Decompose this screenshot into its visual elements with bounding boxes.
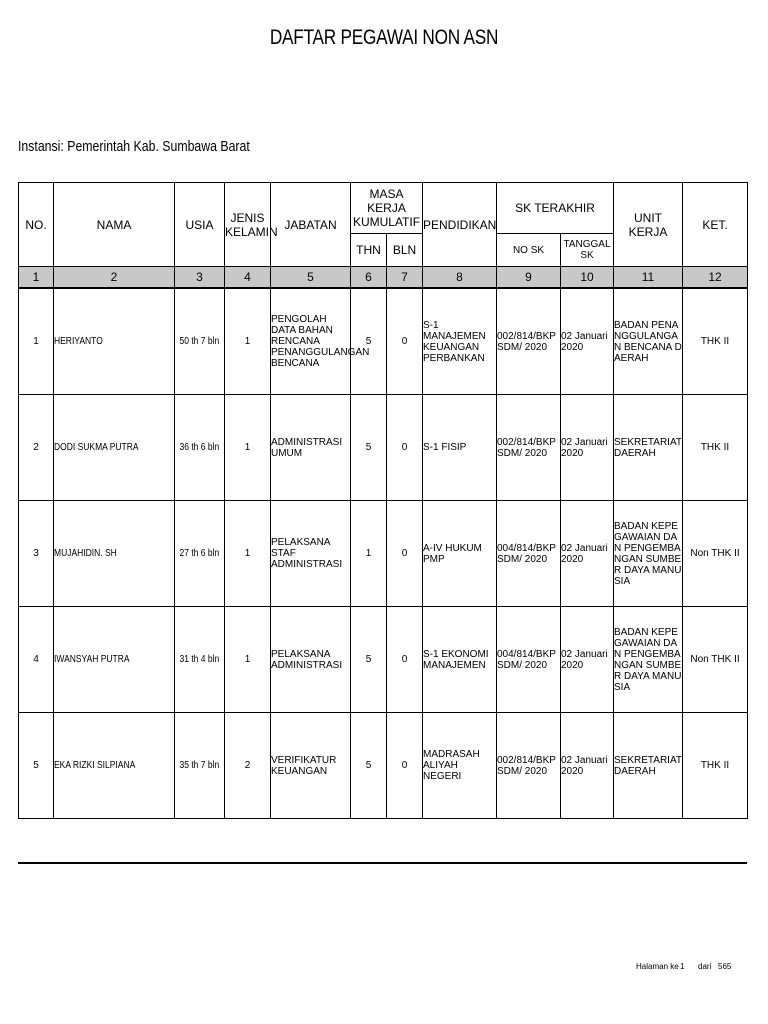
table-row xyxy=(19,501,748,607)
column-number: 8 xyxy=(423,267,497,289)
cell-ket: THK II xyxy=(683,288,748,395)
cell-pendidikan: MADRASAH ALIYAH NEGERI xyxy=(423,713,497,819)
table-row xyxy=(19,607,748,713)
cell-bln: 0 xyxy=(387,713,423,819)
cell-pendidikan: A-IV HUKUM PMP xyxy=(423,501,497,607)
cell-jabatan: VERIFIKATUR KEUANGAN xyxy=(271,713,351,819)
cell-ket: THK II xyxy=(683,395,748,501)
table-row xyxy=(19,395,748,501)
cell-thn: 5 xyxy=(351,395,387,501)
cell-pendidikan: S-1 MANAJEMEN KEUANGAN PERBANKAN xyxy=(423,288,497,395)
cell-no-sk: 002/814/BKPSDM/ 2020 xyxy=(497,713,561,819)
page-title: DAFTAR PEGAWAI NON ASN xyxy=(269,26,499,49)
footer-halaman-label: Halaman ke xyxy=(636,962,679,971)
cell-no: 2 xyxy=(19,395,54,501)
cell-nama: MUJAHIDIN. SH xyxy=(54,548,117,559)
header-bln: BLN xyxy=(387,234,423,267)
table-row xyxy=(19,713,748,819)
bottom-divider xyxy=(18,862,747,864)
header-tanggal-sk: TANGGAL SK xyxy=(561,234,614,267)
cell-nama: EKA RIZKI SILPIANA xyxy=(54,760,136,771)
cell-jabatan: PELAKSANA STAF ADMINISTRASI xyxy=(271,501,351,607)
column-number: 7 xyxy=(387,267,423,289)
cell-jabatan: PELAKSANA ADMINISTRASI xyxy=(271,607,351,713)
employee-table xyxy=(18,182,748,819)
header-nama: NAMA xyxy=(54,183,175,267)
cell-nama: IWANSYAH PUTRA xyxy=(54,654,130,665)
header-no: NO. xyxy=(19,183,54,267)
header-jabatan: JABATAN xyxy=(271,183,351,267)
table-row xyxy=(19,288,748,395)
cell-ket: Non THK II xyxy=(683,501,748,607)
cell-unit-kerja: SEKRETARIAT DAERAH xyxy=(614,713,683,819)
cell-usia: 50 th 7 bln xyxy=(179,336,220,347)
header-jenis-kelamin: JENIS KELAMIN xyxy=(225,183,271,267)
header-no-sk: NO SK xyxy=(497,234,561,267)
column-number: 9 xyxy=(497,267,561,289)
cell-no: 5 xyxy=(19,713,54,819)
cell-unit-kerja: BADAN KEPEGAWAIAN DAN PENGEMBANGAN SUMBER DAYA MANUSIA xyxy=(614,607,683,713)
cell-ket: Non THK II xyxy=(683,607,748,713)
instansi-label: Instansi: xyxy=(18,138,64,155)
cell-usia: 27 th 6 bln xyxy=(179,548,220,559)
column-number: 12 xyxy=(683,267,748,289)
cell-bln: 0 xyxy=(387,607,423,713)
column-number: 3 xyxy=(175,267,225,289)
header-unit-kerja: UNIT KERJA xyxy=(614,183,683,267)
cell-thn: 1 xyxy=(351,501,387,607)
header-sk-terakhir: SK TERAKHIR xyxy=(497,183,614,234)
header-masa-kerja: MASA KERJA KUMULATIF xyxy=(351,183,423,234)
cell-bln: 0 xyxy=(387,395,423,501)
cell-tanggal-sk: 02 Januari 2020 xyxy=(561,713,614,819)
footer-dari-label: dari xyxy=(698,962,712,971)
cell-tanggal-sk: 02 Januari 2020 xyxy=(561,501,614,607)
cell-jenis-kelamin: 1 xyxy=(225,501,271,607)
cell-no-sk: 002/814/BKPSDM/ 2020 xyxy=(497,288,561,395)
column-number: 10 xyxy=(561,267,614,289)
column-number: 5 xyxy=(271,267,351,289)
cell-unit-kerja: BADAN PENANGGULANGAN BENCANA DAERAH xyxy=(614,288,683,395)
cell-usia: 35 th 7 bln xyxy=(179,760,220,771)
cell-jenis-kelamin: 1 xyxy=(225,288,271,395)
cell-jenis-kelamin: 2 xyxy=(225,713,271,819)
cell-jenis-kelamin: 1 xyxy=(225,607,271,713)
cell-tanggal-sk: 02 Januari 2020 xyxy=(561,395,614,501)
cell-no: 1 xyxy=(19,288,54,395)
cell-no-sk: 004/814/BKPSDM/ 2020 xyxy=(497,607,561,713)
cell-no-sk: 004/814/BKPSDM/ 2020 xyxy=(497,501,561,607)
cell-nama: DODI SUKMA PUTRA xyxy=(54,442,139,453)
column-number: 11 xyxy=(614,267,683,289)
cell-jabatan: PENGOLAH DATA BAHAN RENCANA PENANGGULANGAN BENCANA xyxy=(271,288,351,395)
cell-jenis-kelamin: 1 xyxy=(225,395,271,501)
cell-jabatan: ADMINISTRASI UMUM xyxy=(271,395,351,501)
footer-halaman-value: 1 xyxy=(680,962,685,971)
footer-dari-value: 565 xyxy=(718,962,732,971)
header-thn: THN xyxy=(351,234,387,267)
instansi-value: Pemerintah Kab. Sumbawa Barat xyxy=(67,138,250,155)
cell-pendidikan: S-1 EKONOMI MANAJEMEN xyxy=(423,607,497,713)
cell-no: 4 xyxy=(19,607,54,713)
column-number: 4 xyxy=(225,267,271,289)
column-number: 1 xyxy=(19,267,54,289)
cell-ket: THK II xyxy=(683,713,748,819)
cell-unit-kerja: SEKRETARIAT DAERAH xyxy=(614,395,683,501)
cell-nama: HERIYANTO xyxy=(54,336,103,347)
cell-no: 3 xyxy=(19,501,54,607)
header-pendidikan: PENDIDIKAN xyxy=(423,183,497,267)
cell-usia: 36 th 6 bln xyxy=(179,442,220,453)
cell-pendidikan: S-1 FISIP xyxy=(423,395,497,501)
cell-thn: 5 xyxy=(351,713,387,819)
cell-no-sk: 002/814/BKPSDM/ 2020 xyxy=(497,395,561,501)
cell-thn: 5 xyxy=(351,607,387,713)
cell-tanggal-sk: 02 Januari 2020 xyxy=(561,288,614,395)
column-number-row xyxy=(19,267,748,289)
cell-bln: 0 xyxy=(387,288,423,395)
instansi-line xyxy=(18,138,250,155)
column-number: 2 xyxy=(54,267,175,289)
cell-tanggal-sk: 02 Januari 2020 xyxy=(561,607,614,713)
cell-thn: 5 xyxy=(351,288,387,395)
cell-unit-kerja: BADAN KEPEGAWAIAN DAN PENGEMBANGAN SUMBER DAYA MANUSIA xyxy=(614,501,683,607)
header-ket: KET. xyxy=(683,183,748,267)
cell-bln: 0 xyxy=(387,501,423,607)
column-number: 6 xyxy=(351,267,387,289)
header-usia: USIA xyxy=(175,183,225,267)
cell-usia: 31 th 4 bln xyxy=(179,654,220,665)
